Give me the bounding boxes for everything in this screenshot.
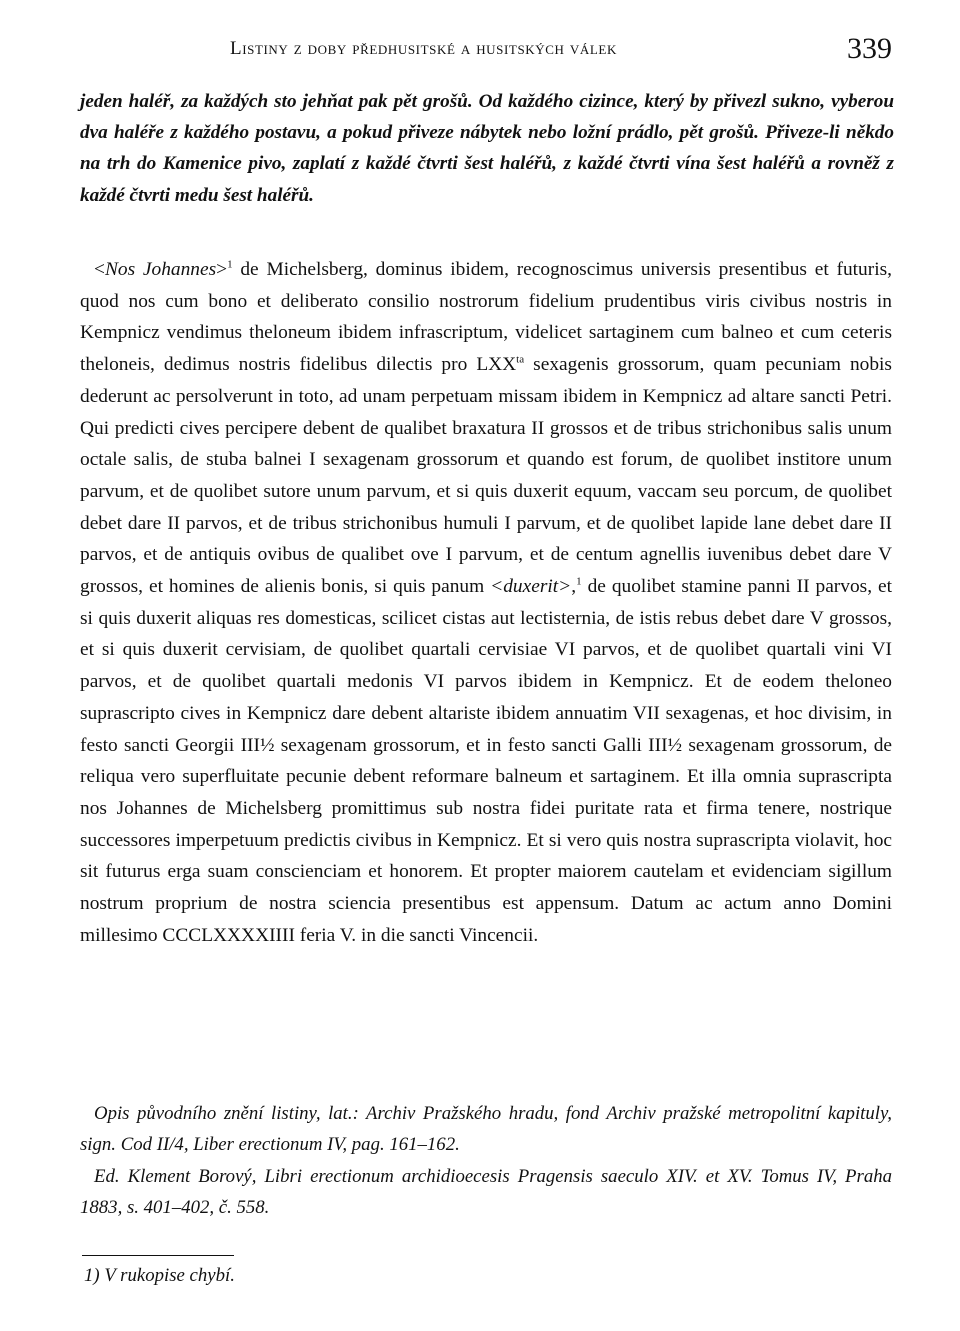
source-note: Opis původního znění listiny, lat.: Archiv Pražského hradu, fond Archiv pražské metropolitní kapituly, sign. Cod II/4, Liber erectionum IV, pag. 161–162. bbox=[80, 1103, 892, 1156]
charter-text-part-1: de Michelsberg, dominus ibidem, recognoscimus universis presentibus et futuris, quod nos cum bono et deliberato consilio nostrorum fidelium prudentibus viris civibus nostris in Kempnicz vendimus theloneum ibidem infrascriptum, videlicet sartaginem cum balneo et cum ceteris theloneis, dedimus nostris fidelibus dilectis pro LXX bbox=[80, 259, 892, 376]
bracket-close: > bbox=[216, 259, 228, 280]
bracket-open: < bbox=[94, 259, 105, 280]
footnote: 1) V rukopise chybí. bbox=[84, 1265, 235, 1286]
source-notes bbox=[80, 1098, 892, 1224]
comma: , bbox=[571, 576, 577, 598]
charter-text-part-3: de quolibet stamine panni II parvos, et si quis duxerit aliquas res domesticas, scilicet cistas aut lectisternia, de istis rebus debet dare V grossos, et si quis duxerit cervisiam, de quolibet quartali cervisiae VI parvos, et de quolibet quartali vini VI parvos, et de quolibet quartali medonis VI parvos ibidem in Kempnicz. Et de eodem theloneo suprascripto cives in Kempnicz dare debent altariste ibidem annuatim VII sexagenas, et hoc divisim, in festo sancti Georgii III½ sexagenam grossorum, et in festo sancti Galli III½ sexagenam grossorum, de reliqua vero superfluitate pecunie debent reformare balneum et sartaginem. Et illa omnia suprascripta nos Johannes de Michelsberg promittimus sub nostra fidei puritate rata et firma tenere, nostrique successores imperpetuum predictis civibus in Kempnicz. Et si vero quis nostra suprascripta violavit, hoc sit futurus erga suam conscienciam et honorem. Et propter maiorem cautelam et evidenciam sigillum nostrum proprium de nostra sciencia presentibus est appensum. Datum ac actum anno Domini millesimo CCCLXXXXIIII feria V. in die sancti Vincencii. bbox=[80, 576, 892, 946]
bracket-open: < bbox=[490, 576, 504, 598]
charter-text-part-2: sexagenis grossorum, quam pecuniam nobis dederunt ac persolverunt in toto, ad unam perpetuam missam ibidem in Kempnicz ad altare sancti Petri. Qui predicti cives percipere debent de qualibet braxatura II grossos et de tribus strichonibus salis unum octale salis, de stuba balnei I sexagenam grossorum et quando est forum, de quolibet institore unum parvum, et de quolibet sutore unum parvum, et si quis duxerit equum, vaccam seu porcum, de quolibet debet dare II parvos, et de tribus strichonibus humuli I parvum, et de quolibet lapide lane debet dare II parvos, et de antiquis ovibus de qualibet ove I parvum, et de centum agnellis iuvenibus debet dare V grossos, et homines de alienis bonis, si quis panum bbox=[80, 354, 892, 598]
page-header bbox=[80, 30, 892, 70]
page-number: 339 bbox=[847, 32, 892, 65]
running-head: Listiny z doby předhusitské a husitských válek bbox=[230, 38, 617, 59]
footnote-divider bbox=[82, 1255, 234, 1256]
bracket-close: > bbox=[558, 576, 572, 598]
latin-charter-text bbox=[80, 254, 892, 951]
conjectured-names: Nos Johannes bbox=[104, 259, 217, 280]
conjectured-word: duxerit bbox=[503, 576, 559, 598]
edition-note: Ed. Klement Borový, Libri erectionum archidioecesis Pragensis saeculo XIV. et XV. Tomus IV, Praha 1883, s. 401–402, č. 558. bbox=[80, 1165, 892, 1219]
czech-translation-ending: jeden haléř, za každých sto jehňat pak pět grošů. Od každého cizince, který by přivezl sukno, vyberou dva haléře z každého postavu, a pokud přiveze nábytek nebo ložní prádlo, pět grošů. Přiveze-li někdo na trh do Kamenice pivo, zaplatí z každé čtvrti šest haléřů, z každé čtvrti vína šest haléřů a rovněž z každé čtvrti medu šest haléřů. bbox=[80, 91, 894, 206]
footnote-marker[interactable]: 1 bbox=[227, 258, 233, 271]
footnote-marker[interactable]: 1 bbox=[576, 575, 582, 588]
ordinal-suffix: ta bbox=[516, 353, 525, 366]
